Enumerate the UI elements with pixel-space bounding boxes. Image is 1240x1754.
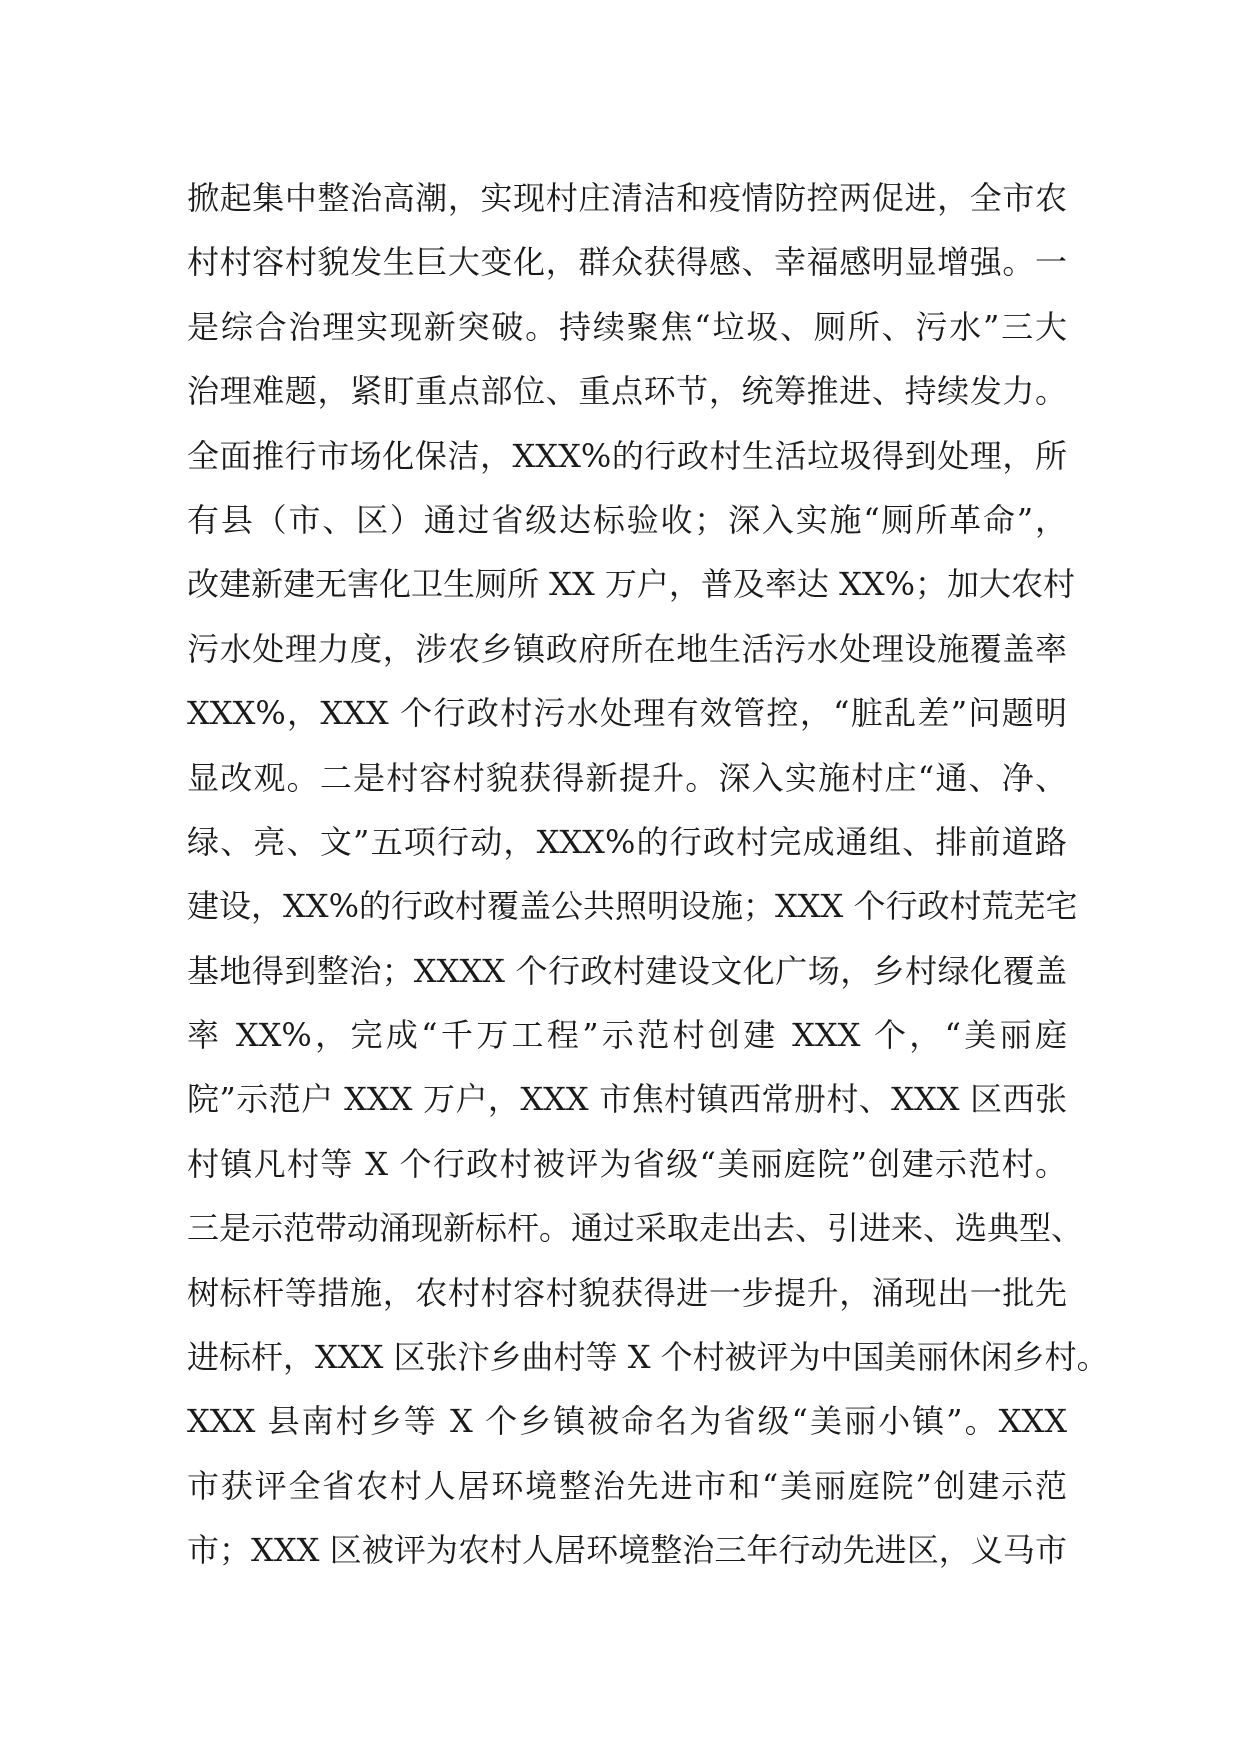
- text-line-19: 进标杆，XXX 区张汴乡曲村等 X 个村被评为中国美丽休闲乡村。: [187, 1338, 1109, 1377]
- text-line-16: 村镇凡村等 X 个行政村被评为省级“美丽庭院”创建示范村。: [187, 1144, 1067, 1183]
- text-line-3: 是综合治理实现新突破。持续聚焦“垃圾、厕所、污水”三大: [187, 307, 1067, 346]
- text-line-13: 基地得到整治；XXXX 个行政村建设文化广场，乡村绿化覆盖: [187, 951, 1067, 990]
- text-line-18: 树标杆等措施，农村村容村貌获得进一步提升，涌现出一批先: [187, 1273, 1067, 1312]
- text-line-21: 市获评全省农村人居环境整治先进市和“美丽庭院”创建示范: [187, 1466, 1067, 1505]
- text-line-1: 掀起集中整治高潮，实现村庄清洁和疫情防控两促进，全市农: [187, 179, 1067, 217]
- text-line-9: XXX%，XXX 个行政村污水处理有效管控，“脏乱差”问题明: [187, 694, 1067, 733]
- text-line-10: 显改观。二是村容村貌获得新提升。深入实施村庄“通、净、: [187, 758, 1067, 797]
- text-line-17: 三是示范带动涌现新标杆。通过采取走出去、引进来、选典型、: [187, 1209, 1084, 1248]
- text-line-15: 院”示范户 XXX 万户，XXX 市焦村镇西常册村、XXX 区西张: [187, 1080, 1067, 1119]
- text-line-6: 有县（市、区）通过省级达标验收；深入实施“厕所革命”，: [187, 500, 1067, 539]
- text-line-22: 市；XXX 区被评为农村人居环境整治三年行动先进区，义马市: [187, 1531, 1067, 1570]
- text-line-7: 改建新建无害化卫生厕所 XX 万户，普及率达 XX%；加大农村: [187, 565, 1076, 604]
- text-line-12: 建设，XX%的行政村覆盖公共照明设施；XXX 个行政村荒芜宅: [187, 887, 1078, 926]
- text-line-11: 绿、亮、文”五项行动，XXX%的行政村完成通组、排前道路: [187, 822, 1067, 861]
- text-line-5: 全面推行市场化保洁，XXX%的行政村生活垃圾得到处理，所: [187, 436, 1067, 475]
- text-line-14: 率 XX%，完成“千万工程”示范村创建 XXX 个，“美丽庭: [187, 1016, 1067, 1055]
- body-text: [187, 166, 1109, 1583]
- text-line-4: 治理难题，紧盯重点部位、重点环节，统筹推进、持续发力。: [187, 372, 1067, 411]
- text-line-20: XXX 县南村乡等 X 个乡镇被命名为省级“美丽小镇”。XXX: [187, 1402, 1067, 1441]
- text-line-8: 污水处理力度，涉农乡镇政府所在地生活污水处理设施覆盖率: [187, 629, 1067, 668]
- text-line-2: 村村容村貌发生巨大变化，群众获得感、幸福感明显增强。一: [187, 243, 1067, 282]
